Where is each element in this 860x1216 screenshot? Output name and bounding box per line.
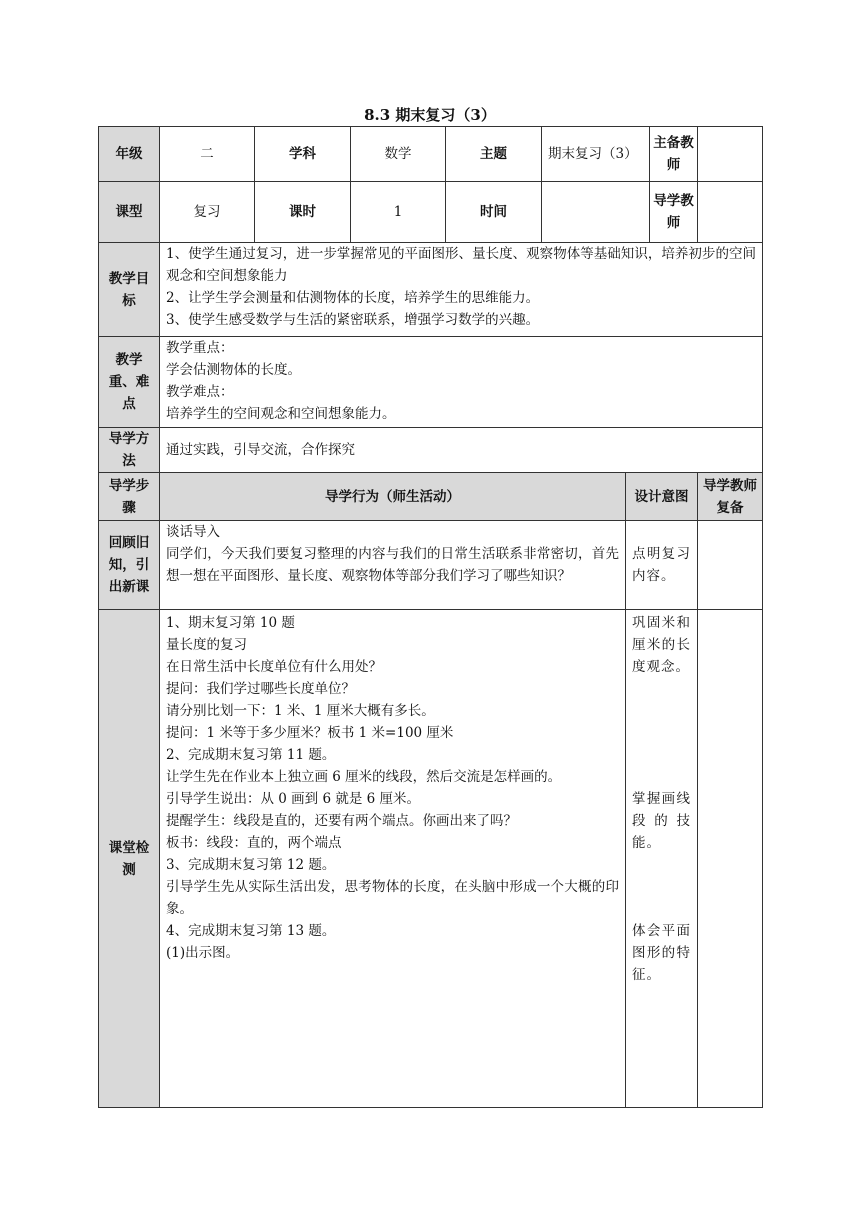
keypoint-line: 培养学生的空间观念和空间想象能力。 — [166, 406, 396, 422]
subject-value: 数学 — [351, 127, 446, 182]
review-header: 导学教师复备 — [698, 473, 763, 521]
practice-line: 提问：我们学过哪些长度单位？ — [166, 681, 355, 697]
review-content — [160, 521, 626, 610]
goal-line: 3、使学生感受数学与生活的紧密联系，增强学习数学的兴趣。 — [166, 312, 540, 328]
row-grade — [99, 127, 763, 182]
row-practice — [99, 610, 763, 1108]
hours-label: 课时 — [255, 182, 351, 243]
lead-teacher-value — [698, 127, 763, 182]
keypoint-line: 教学重点： — [166, 340, 234, 356]
row-keypoints — [99, 337, 763, 428]
subject-label: 学科 — [255, 127, 351, 182]
goals-content — [160, 243, 763, 337]
goal-line: 2、让学生学会测量和估测物体的长度，培养学生的思维能力。 — [166, 290, 540, 306]
row-steps-header — [99, 473, 763, 521]
topic-value: 期末复习（3） — [542, 127, 650, 182]
keypoints-label: 教学重、难点 — [99, 337, 160, 428]
type-value: 复习 — [160, 182, 255, 243]
keypoint-line: 学会估测物体的长度。 — [166, 362, 301, 378]
grade-label: 年级 — [99, 127, 160, 182]
practice-intent: 体会平面图形的特征。 — [632, 923, 691, 983]
keypoint-line: 教学难点： — [166, 384, 234, 400]
type-label: 课型 — [99, 182, 160, 243]
practice-line: 板书：线段：直的，两个端点 — [166, 835, 342, 851]
practice-line: 2、完成期末复习第 11 题。 — [166, 747, 336, 763]
page-title: 8.3 期末复习（3） — [364, 106, 496, 124]
lead-teacher-label: 主备教师 — [650, 127, 698, 182]
guide-teacher-value — [698, 182, 763, 243]
practice-line: (1)出示图。 — [166, 945, 240, 961]
goal-line: 1、使学生通过复习，进一步掌握常见的平面图形、量长度、观察物体等基础知识，培养初步的空间观念和空间想象能力 — [166, 246, 756, 284]
practice-notes — [698, 610, 763, 1108]
practice-intents — [626, 610, 698, 1108]
practice-intent: 巩固米和厘米的长度观念。 — [632, 615, 691, 675]
review-intent: 点明复习内容。 — [626, 521, 698, 610]
topic-label: 主题 — [446, 127, 542, 182]
practice-line: 1、期末复习第 10 题 — [166, 615, 295, 631]
activity-header: 导学行为（师生活动） — [160, 473, 626, 521]
review-notes — [698, 521, 763, 610]
practice-content — [160, 610, 626, 1108]
goals-label: 教学目标 — [99, 243, 160, 337]
practice-line: 在日常生活中长度单位有什么用处？ — [166, 659, 382, 675]
intent-header: 设计意图 — [626, 473, 698, 521]
practice-line: 让学生先在作业本上独立画 6 厘米的线段，然后交流是怎样画的。 — [166, 769, 562, 785]
practice-line: 4、完成期末复习第 13 题。 — [166, 923, 336, 939]
time-value — [542, 182, 650, 243]
practice-line: 请分别比划一下：1 米、1 厘米大概有多长。 — [166, 703, 435, 719]
review-label: 回顾旧知，引出新课 — [99, 521, 160, 610]
lesson-plan-table — [98, 126, 763, 1108]
practice-intent: 掌握画线段的技能。 — [632, 791, 691, 851]
steps-label: 导学步骤 — [99, 473, 160, 521]
practice-line: 量长度的复习 — [166, 637, 247, 653]
row-type — [99, 182, 763, 243]
grade-value: 二 — [160, 127, 255, 182]
keypoints-content — [160, 337, 763, 428]
row-method — [99, 428, 763, 473]
practice-line: 引导学生说出：从 0 画到 6 就是 6 厘米。 — [166, 791, 421, 807]
practice-line: 3、完成期末复习第 12 题。 — [166, 857, 336, 873]
method-value: 通过实践，引导交流，合作探究 — [160, 428, 763, 473]
time-label: 时间 — [446, 182, 542, 243]
review-line: 同学们，今天我们要复习整理的内容与我们的日常生活联系非常密切，首先想一想在平面图形、量长度、观察物体等部分我们学习了哪些知识？ — [166, 546, 619, 584]
practice-line: 引导学生先从实际生活出发，思考物体的长度，在头脑中形成一个大概的印象。 — [166, 879, 619, 917]
practice-label: 课堂检测 — [99, 610, 160, 1108]
practice-line: 提问：1 米等于多少厘米？板书 1 米=100 厘米 — [166, 725, 454, 741]
guide-teacher-label: 导学教师 — [650, 182, 698, 243]
review-line: 谈话导入 — [166, 524, 220, 540]
method-label: 导学方法 — [99, 428, 160, 473]
row-review — [99, 521, 763, 610]
row-goals — [99, 243, 763, 337]
practice-line: 提醒学生：线段是直的，还要有两个端点。你画出来了吗？ — [166, 813, 517, 829]
hours-value: 1 — [351, 182, 446, 243]
